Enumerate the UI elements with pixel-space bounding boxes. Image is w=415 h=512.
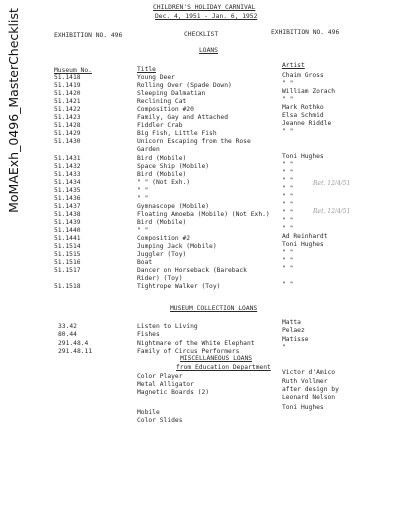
loan-artist: Ad Reinhardt xyxy=(282,233,328,240)
loan-title: Big Fish, Little Fish xyxy=(137,130,217,138)
museum-loan-title: Fishes xyxy=(137,331,160,338)
misc-loan-artist: Ruth Vollmer xyxy=(282,378,328,385)
loan-artist: Jeanne Riddle xyxy=(282,120,332,128)
loan-title: " " xyxy=(137,226,149,234)
museum-loan-title: Family of Circus Performers xyxy=(137,348,240,355)
loan-artist: " " xyxy=(282,265,294,273)
loan-artist: Mark Rothko xyxy=(282,104,324,112)
loan-museum-no: 51.1420 xyxy=(54,90,81,98)
misc-loan-title: Metal Alligator xyxy=(137,381,194,388)
loan-title: Rolling Over (Spade Down) xyxy=(137,82,232,90)
loan-artist: " " xyxy=(282,281,294,289)
column-artist: Artist xyxy=(282,62,305,69)
loan-museum-no: 51.1431 xyxy=(54,154,81,162)
loan-artist: " " xyxy=(282,200,294,208)
loan-title: Composition #20 xyxy=(137,106,194,114)
loan-artist: " " xyxy=(282,80,294,88)
side-label xyxy=(2,8,24,213)
exhibition-title: CHILDREN'S HOLIDAY CARNIVAL xyxy=(153,4,256,11)
loan-museum-no: 51.1435 xyxy=(54,186,81,194)
museum-loan-number: 33.42 xyxy=(58,323,77,330)
museum-loan-number: 291.48.11 xyxy=(58,348,93,355)
loan-title: " " xyxy=(137,194,149,202)
loan-title: Bird (Mobile) xyxy=(137,218,187,226)
loan-museum-no: 51.1434 xyxy=(54,178,81,186)
column-title: Title xyxy=(137,66,156,73)
loan-museum-no: 51.1517 xyxy=(54,267,81,275)
loan-title: Boat xyxy=(137,259,153,267)
misc-subheading: from Education Department xyxy=(176,364,271,371)
loan-artist: Toni Hughes xyxy=(282,152,324,160)
loan-museum-no: 51.1514 xyxy=(54,243,81,251)
misc-loan-artist: Victor d'Amico xyxy=(282,369,336,376)
misc-loan-title: Magnetic Boards (2) xyxy=(137,389,210,396)
loan-museum-no: 51.1437 xyxy=(54,202,81,210)
side-label-text: MoMAExh_0496_MasterChecklist xyxy=(5,8,21,213)
loan-title: Bird (Mobile) xyxy=(137,154,187,162)
loan-museum-no: 51.1423 xyxy=(54,114,81,122)
loan-artist: William Zorach xyxy=(282,88,336,96)
loan-artist: " " xyxy=(282,184,294,192)
misc-heading: MISCELLANEOUS LOANS xyxy=(180,355,253,362)
museum-loan-artist: Pelaez xyxy=(282,327,305,334)
loan-artist: " " xyxy=(282,168,294,176)
loan-museum-no: 51.1441 xyxy=(54,235,81,242)
loan-artist: " " xyxy=(282,192,294,200)
loan-artist: " " xyxy=(282,160,294,168)
loan-artist: " " xyxy=(282,128,294,136)
museum-loan-artist: Matta xyxy=(282,319,301,326)
loan-title: " " xyxy=(137,186,149,194)
loan-title: Reclining Cat xyxy=(137,98,187,106)
misc-loan-artist: after design by xyxy=(282,386,339,393)
museum-loan-number: 291.48.4 xyxy=(58,340,89,347)
loan-museum-no: 51.1436 xyxy=(54,194,81,202)
loan-artist: " " xyxy=(282,208,294,216)
loan-museum-no: 51.1518 xyxy=(54,283,81,291)
loan-title: Juggler (Toy) xyxy=(137,251,187,259)
loan-museum-no: 51.1433 xyxy=(54,170,81,178)
column-museum-no: Museum No. xyxy=(54,67,92,74)
loan-title: Rider) (Toy) xyxy=(137,275,183,283)
museum-loan-number: 80.44 xyxy=(58,331,77,338)
museum-collection-heading: MUSEUM COLLECTION LOANS xyxy=(170,305,258,312)
loan-museum-no: 51.1515 xyxy=(54,251,81,259)
misc-loan-artist: Leonard Nelson xyxy=(282,394,336,401)
loan-museum-no: 51.1432 xyxy=(54,162,81,170)
loan-title: Space Ship (Mobile) xyxy=(137,162,210,170)
loan-artist: " " xyxy=(282,257,294,265)
misc-loan-title: Color Slides xyxy=(137,417,183,424)
loan-title: Garden xyxy=(137,146,160,154)
loan-artist: Elsa Schmid xyxy=(282,112,324,120)
loan-museum-no: 51.1516 xyxy=(54,259,81,267)
loan-title: " " (Not Exh.) xyxy=(137,178,191,186)
loan-museum-no: 51.1421 xyxy=(54,98,81,106)
handwritten-note-1: Ret. 12/4/51 xyxy=(313,180,351,187)
loan-artist: " " xyxy=(282,224,294,232)
loan-artist: " " xyxy=(282,176,294,184)
loan-museum-no: 51.1439 xyxy=(54,218,81,226)
exhibition-number-right: EXHIBITION NO. 496 xyxy=(271,29,340,36)
loan-museum-no: 51.1438 xyxy=(54,210,81,218)
loan-title: Tightrope Walker (Toy) xyxy=(137,283,221,291)
loan-title: Family, Gay and Attached xyxy=(137,114,228,122)
museum-loan-title: Listen to Living xyxy=(137,323,198,330)
misc-loan-title: Mobile xyxy=(137,409,160,416)
loan-title: Gymnascope (Mobile) xyxy=(137,202,210,210)
loans-heading: LOANS xyxy=(199,47,218,54)
loan-museum-no: 51.1430 xyxy=(54,138,81,146)
handwritten-note-2: Ret. 12/4/51 xyxy=(313,208,351,215)
museum-loan-title: Nightmare of the White Elephant xyxy=(137,340,255,347)
loan-artist: Toni Hughes xyxy=(282,241,324,249)
loan-museum-no: 51.1422 xyxy=(54,106,81,114)
exhibition-dates: Dec. 4, 1951 - Jan. 6, 1952 xyxy=(155,13,258,20)
misc-loan-artist: Toni Hughes xyxy=(282,404,324,411)
loan-museum-no: 51.1428 xyxy=(54,122,81,130)
misc-loan-title: Color Player xyxy=(137,373,183,380)
museum-loan-artist: Matisse xyxy=(282,336,309,343)
loan-title: Sleeping Dalmatian xyxy=(137,90,206,98)
loan-artist: " " xyxy=(282,249,294,257)
loan-artist: " " xyxy=(282,216,294,224)
loan-museum-no: 51.1418 xyxy=(54,74,81,81)
loan-title: Unicorn Escaping from the Rose xyxy=(137,138,251,146)
loan-title: Composition #2 xyxy=(137,235,191,242)
loan-artist: " " xyxy=(282,96,294,104)
loan-title: Jumping Jack (Mobile) xyxy=(137,243,217,251)
loan-artist: Chaim Gross xyxy=(282,72,324,79)
loan-museum-no: 51.1429 xyxy=(54,130,81,138)
loan-museum-no: 51.1440 xyxy=(54,226,81,234)
museum-loan-artist: " xyxy=(282,344,286,351)
loan-title: Bird (Mobile) xyxy=(137,170,187,178)
loan-title: Young Deer xyxy=(137,74,175,81)
loan-title: Dancer on Horseback (Bareback xyxy=(137,267,247,275)
loan-title: Floating Amoeba (Mobile) (Not Exh.) xyxy=(137,210,270,218)
checklist-label: CHECKLIST xyxy=(184,31,219,38)
loan-title: Fiddler Crab xyxy=(137,122,183,130)
loan-museum-no: 51.1419 xyxy=(54,82,81,90)
exhibition-number-left: EXHIBITION NO. 496 xyxy=(54,32,123,39)
